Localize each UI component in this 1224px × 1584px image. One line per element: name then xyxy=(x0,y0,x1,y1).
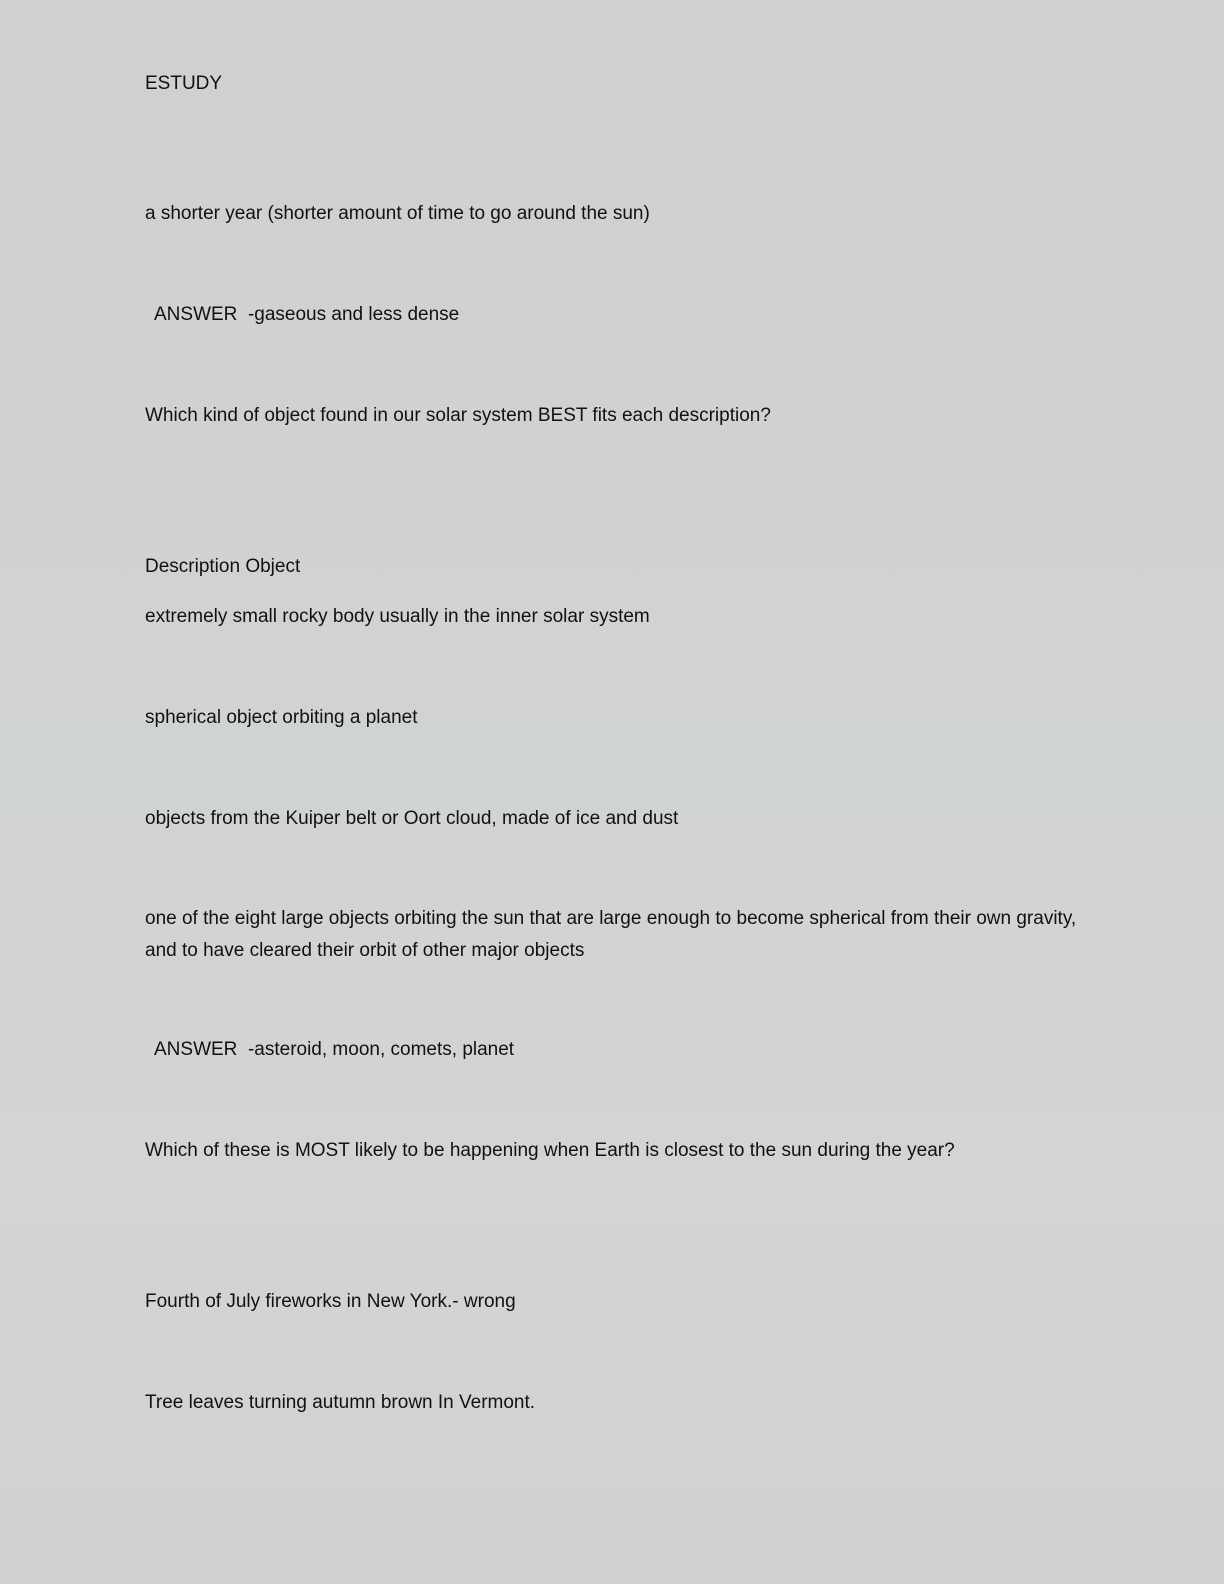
text-line: a shorter year (shorter amount of time to go around the sun) xyxy=(145,203,650,224)
description-line: objects from the Kuiper belt or Oort cloud, made of ice and dust xyxy=(145,808,679,829)
table-header-line: Description Object xyxy=(145,556,301,577)
description-line: spherical object orbiting a planet xyxy=(145,707,418,728)
question-line: Which of these is MOST likely to be happening when Earth is closest to the sun during the year? xyxy=(145,1140,955,1161)
question-line: Which kind of object found in our solar system BEST fits each description? xyxy=(145,405,771,426)
choice-line: Fourth of July fireworks in New York.- wrong xyxy=(145,1291,516,1312)
description-line: extremely small rocky body usually in the inner solar system xyxy=(145,606,650,627)
answer-line: ANSWER -gaseous and less dense xyxy=(154,304,460,325)
document-header: ESTUDY xyxy=(145,73,223,94)
choice-line: Tree leaves turning autumn brown In Vermont. xyxy=(145,1392,536,1413)
answer-line: ANSWER -asteroid, moon, comets, planet xyxy=(154,1039,515,1060)
description-paragraph: one of the eight large objects orbiting the sun that are large enough to become spherical from their own gravity, and to have cleared their orbit of other major objects xyxy=(145,908,1077,961)
